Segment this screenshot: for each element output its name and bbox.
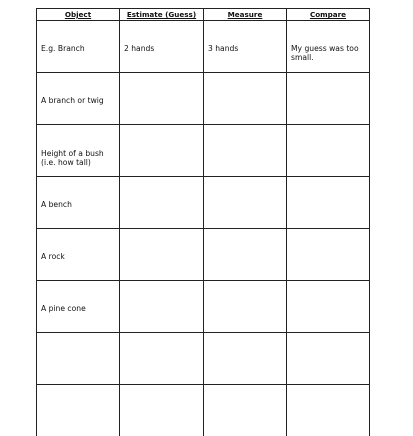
cell-object — [37, 385, 120, 436]
cell-measure — [204, 73, 287, 125]
cell-estimate — [120, 281, 204, 333]
cell-object: A bench — [37, 177, 120, 229]
cell-estimate: 2 hands — [120, 21, 204, 73]
table-row — [37, 21, 370, 73]
header-estimate: Estimate (Guess) — [120, 9, 204, 21]
cell-measure — [204, 229, 287, 281]
table-row — [37, 333, 370, 385]
header-measure: Measure — [204, 9, 287, 21]
cell-measure: 3 hands — [204, 21, 287, 73]
table-row — [37, 281, 370, 333]
cell-measure — [204, 177, 287, 229]
measurement-table — [36, 8, 370, 436]
worksheet — [36, 8, 369, 436]
cell-estimate — [120, 177, 204, 229]
cell-estimate — [120, 333, 204, 385]
table-row — [37, 177, 370, 229]
cell-compare — [287, 333, 370, 385]
table-row — [37, 73, 370, 125]
cell-estimate — [120, 385, 204, 436]
cell-object: A pine cone — [37, 281, 120, 333]
cell-compare — [287, 177, 370, 229]
cell-estimate — [120, 73, 204, 125]
table-row — [37, 125, 370, 177]
cell-measure — [204, 281, 287, 333]
table-header-row — [37, 9, 370, 21]
cell-compare — [287, 385, 370, 436]
cell-compare — [287, 229, 370, 281]
cell-object: E.g. Branch — [37, 21, 120, 73]
cell-compare — [287, 73, 370, 125]
header-compare: Compare — [287, 9, 370, 21]
cell-object: Height of a bush (i.e. how tall) — [37, 125, 120, 177]
header-object: Object — [37, 9, 120, 21]
table-row — [37, 385, 370, 436]
cell-estimate — [120, 229, 204, 281]
cell-compare — [287, 281, 370, 333]
cell-measure — [204, 125, 287, 177]
cell-compare — [287, 125, 370, 177]
cell-object: A rock — [37, 229, 120, 281]
cell-measure — [204, 385, 287, 436]
cell-measure — [204, 333, 287, 385]
cell-object — [37, 333, 120, 385]
cell-object: A branch or twig — [37, 73, 120, 125]
cell-compare: My guess was too small. — [287, 21, 370, 73]
cell-estimate — [120, 125, 204, 177]
table-row — [37, 229, 370, 281]
